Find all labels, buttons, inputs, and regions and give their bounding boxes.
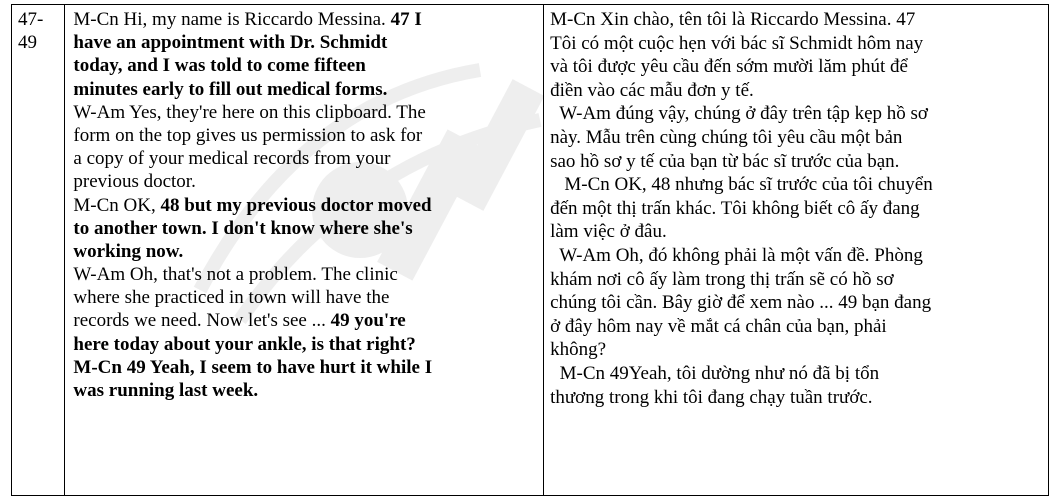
answer-highlight-text: to another town. I don't know where she's [73,217,413,239]
english-line [73,170,539,193]
english-line [73,8,539,31]
question-number-line: 49 [18,32,37,54]
answer-highlight-text: here today about your ankle, is that right? [73,333,416,355]
english-line [73,101,539,124]
english-transcript-cell [65,5,544,496]
table-row [12,5,1049,496]
english-line [73,356,539,379]
vietnamese-line: này. Mẫu trên cùng chúng tôi yêu cầu một bản [550,126,903,148]
question-number-line: 47- [18,9,44,30]
vietnamese-line: M-Cn Xin chào, tên tôi là Riccardo Messina. 47 [550,9,916,30]
vietnamese-line: M-Cn OK, 48 nhưng bác sĩ trước của tôi chuyển [550,174,933,196]
english-line [73,286,539,309]
english-line [73,31,539,54]
vietnamese-line: khám nơi cô ấy làm trong thị trấn sẽ có hồ sơ [550,268,894,290]
vietnamese-line: M-Cn 49Yeah, tôi dường như nó đã bị tổn [550,362,880,384]
vietnamese-line: không? [550,339,607,361]
dialogue-text: W-Am Oh, that's not a problem. The clinic [73,264,398,286]
dialogue-text: records we need. Now let's see ... [73,310,331,332]
english-line [73,124,539,147]
english-line [73,379,539,402]
vietnamese-line: W-Am đúng vậy, chúng ở đây trên tập kẹp hồ sơ [550,103,928,125]
english-line [73,217,539,240]
answer-highlight-text: minutes early to fill out medical forms. [73,78,388,100]
vietnamese-line: Tôi có một cuộc hẹn với bác sĩ Schmidt hôm nay [550,32,924,54]
dialogue-text: form on the top gives us permission to ask for [73,124,423,146]
english-line [73,333,539,356]
dialogue-text: M-Cn OK, [73,194,161,216]
english-line [73,147,539,170]
answer-highlight-text: working now. [73,240,184,262]
english-line [73,78,539,101]
question-number-cell [12,5,65,496]
vietnamese-line: W-Am Oh, đó không phải là một vấn đề. Phòng [550,244,923,266]
vietnamese-line: thương trong khi tôi đang chạy tuần trước. [550,386,873,408]
vietnamese-line: và tôi được yêu cầu đến sớm mười lăm phút để [550,56,908,78]
vietnamese-line: đến một thị trấn khác. Tôi không biết cô ấy đang [550,197,920,219]
answer-highlight-text: have an appointment with Dr. Schmidt [73,32,388,54]
dialogue-text: a copy of your medical records from your [73,148,391,170]
bilingual-transcript-table [11,4,1049,496]
english-line [73,54,539,77]
english-line [73,194,539,217]
dialogue-text: where she practiced in town will have the [73,287,390,309]
answer-highlight-text: 49 you're [330,310,406,332]
vietnamese-line: ở đây hôm nay về mắt cá chân của bạn, phải [550,315,887,337]
answer-highlight-text: 48 but my previous doctor moved [160,194,432,216]
dialogue-text: W-Am Yes, they're here on this clipboard. The [73,101,426,123]
answer-highlight-text: 47 I [390,9,422,30]
answer-highlight-text: M-Cn 49 Yeah, I seem to have hurt it while I [73,356,433,378]
english-line [73,309,539,332]
english-line [73,240,539,263]
dialogue-text: previous doctor. [73,171,196,193]
english-line [73,263,539,286]
vietnamese-line: điền vào các mẫu đơn y tế. [550,79,754,101]
vietnamese-line: làm việc ở đâu. [550,221,667,243]
vietnamese-line: sao hồ sơ y tế của bạn từ bác sĩ trước của bạn. [550,150,900,172]
vietnamese-line: chúng tôi cần. Bây giờ để xem nào ... 49 bạn đang [550,292,932,314]
answer-highlight-text: today, and I was told to come fifteen [73,55,366,77]
vietnamese-transcript-cell [544,5,1049,496]
dialogue-text: M-Cn Hi, my name is Riccardo Messina. [73,9,391,30]
answer-highlight-text: was running last week. [73,380,259,401]
